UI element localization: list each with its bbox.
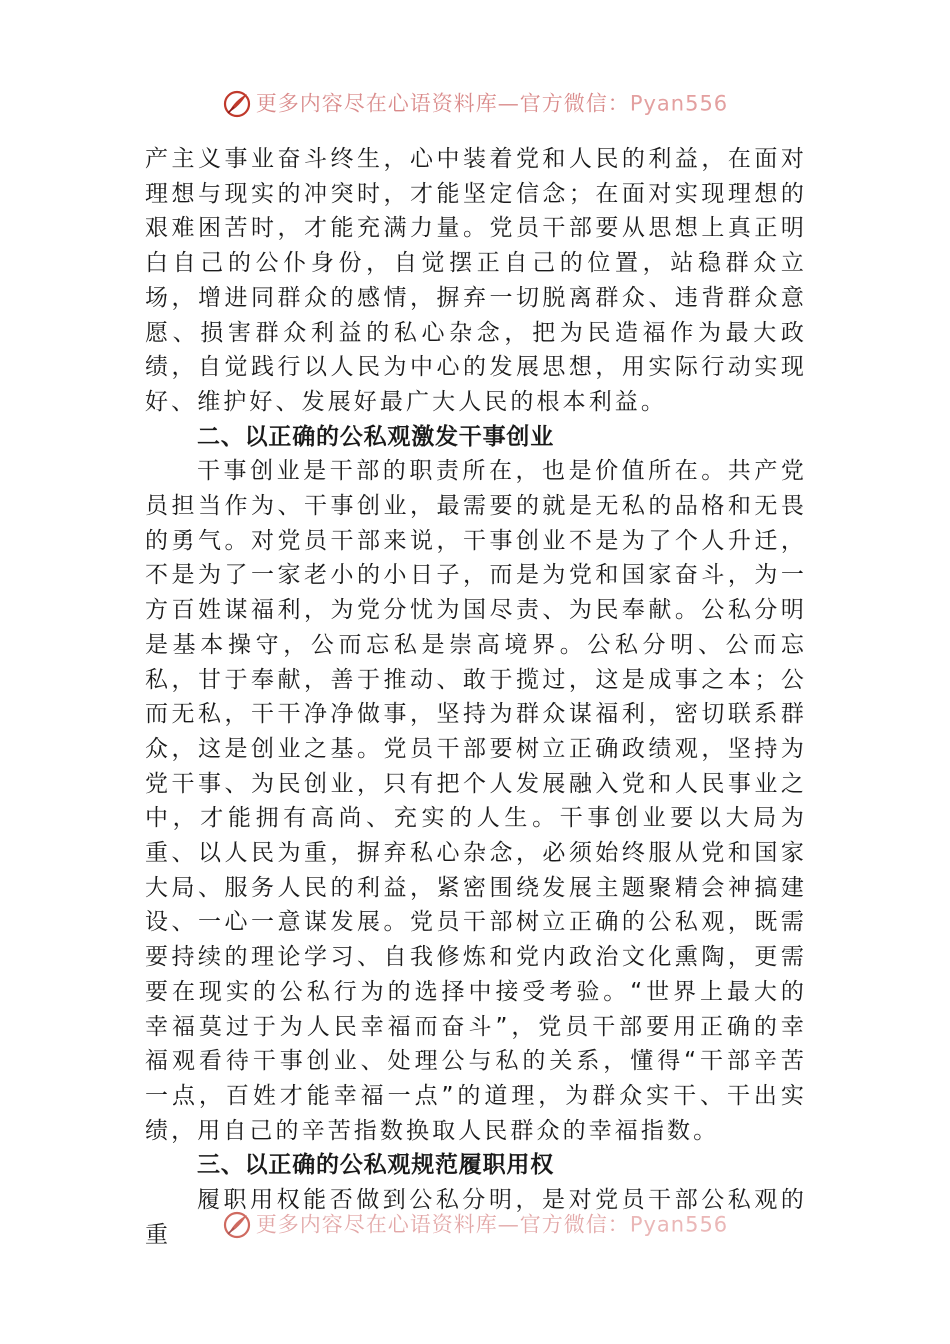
quill-logo-icon xyxy=(222,1210,252,1240)
footer-watermark xyxy=(0,1208,950,1240)
section-heading-2: 二、以正确的公私观激发干事创业 xyxy=(197,423,554,450)
header-watermark xyxy=(0,87,950,119)
quill-logo-icon xyxy=(222,89,252,119)
paragraph-section-2: 干事创业是干部的职责所在，也是价值所在。共产党员担当作为、干事创业，最需要的就是无私的品格和无畏的勇气。对党员干部来说，干事创业不是为了个人升迁，不是为了一家老小的小日子，而是为党和国家奋斗，为一方百姓谋福利，为党分忧为国尽责、为民奉献。公私分明是基本操守，公而忘私是崇高境界。公私分明、公而忘私，甘于奉献，善于推动、敢于揽过，这是成事之本；公而无私，干干净净做事，坚持为群众谋福利，密切联系群众，这是创业之基。党员干部要树立正确政绩观，坚持为党干事、为民创业，只有把个人发展融入党和人民事业之中，才能拥有高尚、充实的人生。干事创业要以大局为重、以人民为重，摒弃私心杂念，必须始终服从党和国家大局、服务人民的利益，紧密围绕发展主题聚精会神搞建设、一心一意谋发展。党员干部树立正确的公私观，既需要持续的理论学习、自我修炼和党内政治文化熏陶，更需要在现实的公私行为的选择中接受考验。“世界上最大的幸福莫过于为人民幸福而奋斗”，党员干部要用正确的幸福观看待干事创业、处理公与私的关系，懂得“干部辛苦一点，百姓才能幸福一点”的道理，为群众实干、干出实绩，用自己的辛苦指数换取人民群众的幸福指数。 xyxy=(145,458,807,1144)
watermark-text: 更多内容尽在心语资料库—官方微信： xyxy=(255,1212,630,1237)
watermark-text: 更多内容尽在心语资料库—官方微信： xyxy=(255,91,630,116)
document-body xyxy=(145,142,807,1253)
watermark-wechat-id: Pyan556 xyxy=(629,91,729,116)
watermark-wechat-id: Pyan556 xyxy=(629,1212,729,1237)
section-heading-3: 三、以正确的公私观规范履职用权 xyxy=(197,1152,554,1179)
paragraph-section-3: 履职用权能否做到公私分明，是对党员干部公私观的重 xyxy=(145,1187,807,1248)
paragraph-continued: 产主义事业奋斗终生，心中装着党和人民的利益，在面对理想与现实的冲突时，才能坚定信念；在面对实现理想的艰难困苦时，才能充满力量。党员干部要从思想上真正明白自己的公仆身份，自觉摆正自己的位置，站稳群众立场，增进同群众的感情，摒弃一切脱离群众、违背群众意愿、损害群众利益的私心杂念，把为民造福作为最大政绩，自觉践行以人民为中心的发展思想，用实际行动实现好、维护好、发展好最广大人民的根本利益。 xyxy=(145,146,807,415)
